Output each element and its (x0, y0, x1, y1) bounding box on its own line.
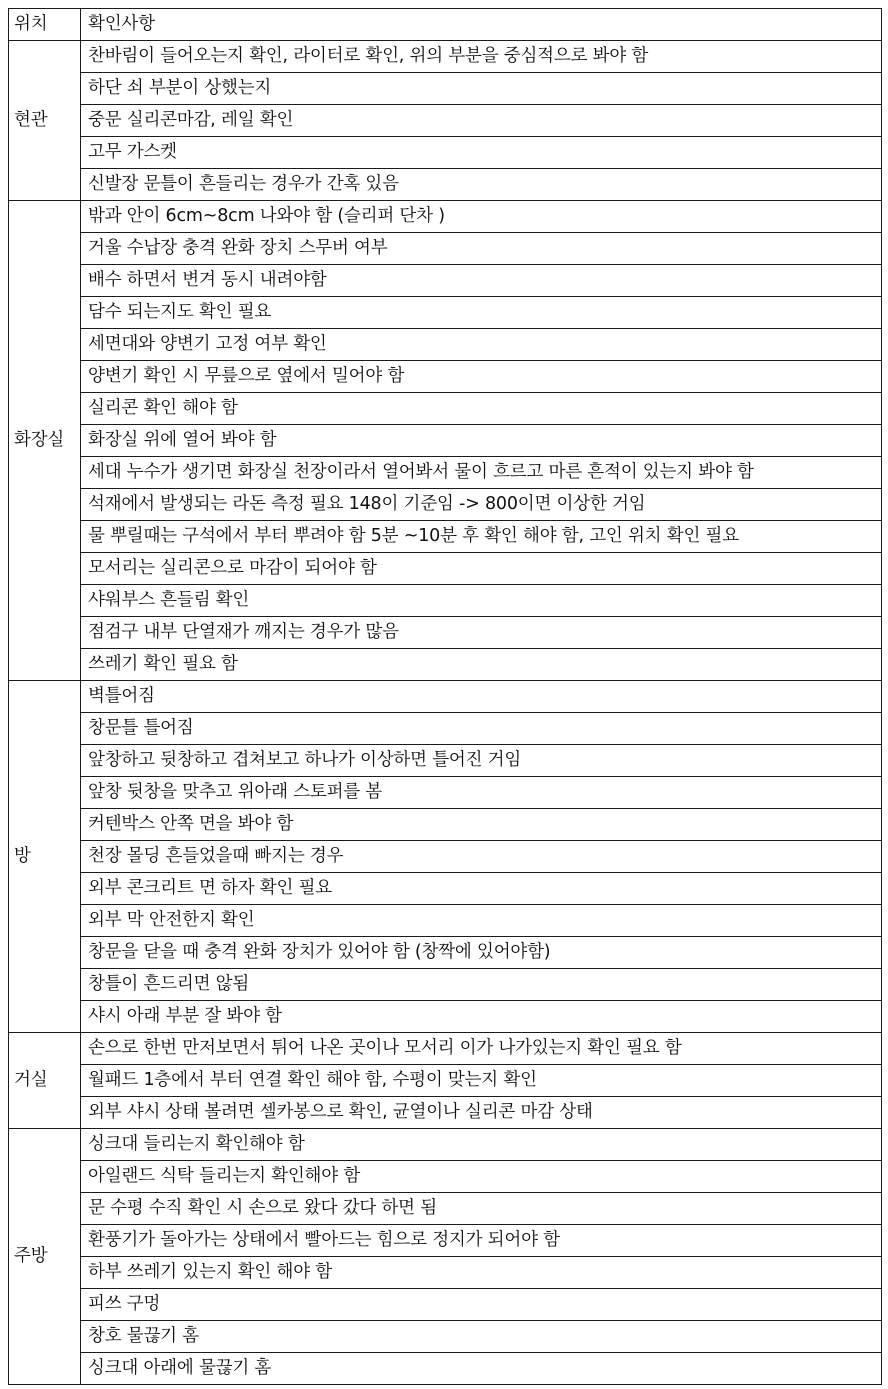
header-location: 위치 (9, 9, 81, 41)
table-row (9, 937, 882, 969)
check-item-cell: 샤시 아래 부분 잘 봐야 함 (81, 1001, 882, 1033)
check-item-cell: 창호 물끊기 홈 (81, 1321, 882, 1353)
check-item-cell: 세면대와 양변기 고정 여부 확인 (81, 329, 882, 361)
table-row (9, 1225, 882, 1257)
table-row (9, 41, 882, 73)
check-item-cell: 벽틀어짐 (81, 681, 882, 713)
table-row (9, 809, 882, 841)
check-item-cell: 문 수평 수직 확인 시 손으로 왔다 갔다 하면 됨 (81, 1193, 882, 1225)
check-item-cell: 천장 몰딩 흔들었을때 빠지는 경우 (81, 841, 882, 873)
table-row (9, 841, 882, 873)
check-item-cell: 앞창 뒷창을 맞추고 위아래 스토퍼를 봄 (81, 777, 882, 809)
check-item-cell: 배수 하면서 변겨 동시 내려야함 (81, 265, 882, 297)
check-item-cell: 외부 막 안전한지 확인 (81, 905, 882, 937)
check-item-cell: 환풍기가 돌아가는 상태에서 빨아드는 힘으로 정지가 되어야 함 (81, 1225, 882, 1257)
table-row (9, 649, 882, 681)
table-body (9, 9, 882, 1385)
header-item: 확인사항 (81, 9, 882, 41)
table-row (9, 1289, 882, 1321)
check-item-cell: 아일랜드 식탁 들리는지 확인해야 함 (81, 1161, 882, 1193)
inspection-checklist-table (8, 8, 882, 1385)
location-cell: 현관 (9, 41, 81, 201)
check-item-cell: 고무 가스켓 (81, 137, 882, 169)
table-row (9, 329, 882, 361)
table-row (9, 1065, 882, 1097)
header-row (9, 9, 882, 41)
check-item-cell: 점검구 내부 단열재가 깨지는 경우가 많음 (81, 617, 882, 649)
check-item-cell: 싱크대 들리는지 확인해야 함 (81, 1129, 882, 1161)
check-item-cell: 외부 콘크리트 면 하자 확인 필요 (81, 873, 882, 905)
check-item-cell: 실리콘 확인 해야 함 (81, 393, 882, 425)
check-item-cell: 하단 쇠 부분이 상했는지 (81, 73, 882, 105)
table-row (9, 873, 882, 905)
table-row (9, 393, 882, 425)
check-item-cell: 세대 누수가 생기면 화장실 천장이라서 열어봐서 물이 흐르고 마른 흔적이 있는지 봐야 함 (81, 457, 882, 489)
check-item-cell: 손으로 한번 만저보면서 튀어 나온 곳이나 모서리 이가 나가있는지 확인 필요 함 (81, 1033, 882, 1065)
check-item-cell: 샤워부스 흔들림 확인 (81, 585, 882, 617)
check-item-cell: 신발장 문틀이 흔들리는 경우가 간혹 있음 (81, 169, 882, 201)
check-item-cell: 창문을 닫을 때 충격 완화 장치가 있어야 함 (창짝에 있어야함) (81, 937, 882, 969)
check-item-cell: 거울 수납장 충격 완화 장치 스무버 여부 (81, 233, 882, 265)
check-item-cell: 모서리는 실리콘으로 마감이 되어야 함 (81, 553, 882, 585)
location-cell: 방 (9, 681, 81, 1033)
check-item-cell: 외부 샤시 상태 볼려면 셀카봉으로 확인, 균열이나 실리콘 마감 상태 (81, 1097, 882, 1129)
check-item-cell: 석재에서 발생되는 라돈 측정 필요 148이 기준임 -> 800이면 이상한 거임 (81, 489, 882, 521)
table-row (9, 1257, 882, 1289)
table-row (9, 681, 882, 713)
location-cell: 주방 (9, 1129, 81, 1385)
check-item-cell: 화장실 위에 열어 봐야 함 (81, 425, 882, 457)
table-row (9, 1193, 882, 1225)
table-row (9, 361, 882, 393)
table-row (9, 905, 882, 937)
location-cell: 거실 (9, 1033, 81, 1129)
check-item-cell: 쓰레기 확인 필요 함 (81, 649, 882, 681)
table-row (9, 969, 882, 1001)
table-row (9, 713, 882, 745)
table-row (9, 457, 882, 489)
table-row (9, 1321, 882, 1353)
check-item-cell: 월패드 1층에서 부터 연결 확인 해야 함, 수평이 맞는지 확인 (81, 1065, 882, 1097)
table-row (9, 777, 882, 809)
table-row (9, 1129, 882, 1161)
table-row (9, 233, 882, 265)
table-row (9, 425, 882, 457)
check-item-cell: 피쓰 구멍 (81, 1289, 882, 1321)
table-row (9, 169, 882, 201)
check-item-cell: 담수 되는지도 확인 필요 (81, 297, 882, 329)
check-item-cell: 중문 실리콘마감, 레일 확인 (81, 105, 882, 137)
check-item-cell: 양변기 확인 시 무릎으로 옆에서 밀어야 함 (81, 361, 882, 393)
table-row (9, 617, 882, 649)
table-row (9, 265, 882, 297)
check-item-cell: 찬바림이 들어오는지 확인, 라이터로 확인, 위의 부분을 중심적으로 봐야 함 (81, 41, 882, 73)
table-row (9, 1353, 882, 1385)
check-item-cell: 밖과 안이 6cm~8cm 나와야 함 (슬리퍼 단차 ) (81, 201, 882, 233)
check-item-cell: 앞창하고 뒷창하고 겹쳐보고 하나가 이상하면 틀어진 거임 (81, 745, 882, 777)
table-row (9, 521, 882, 553)
table-row (9, 585, 882, 617)
check-item-cell: 창문틀 틀어짐 (81, 713, 882, 745)
table-row (9, 553, 882, 585)
check-item-cell: 하부 쓰레기 있는지 확인 해야 함 (81, 1257, 882, 1289)
table-row (9, 489, 882, 521)
check-item-cell: 커텐박스 안쪽 면을 봐야 함 (81, 809, 882, 841)
table-row (9, 1001, 882, 1033)
table-row (9, 1161, 882, 1193)
table-row (9, 745, 882, 777)
table-row (9, 1033, 882, 1065)
check-item-cell: 싱크대 아래에 물끊기 홈 (81, 1353, 882, 1385)
table-row (9, 201, 882, 233)
table-row (9, 297, 882, 329)
location-cell: 화장실 (9, 201, 81, 681)
table-row (9, 137, 882, 169)
table-row (9, 73, 882, 105)
check-item-cell: 창틀이 흔드리면 않됨 (81, 969, 882, 1001)
table-row (9, 1097, 882, 1129)
table-row (9, 105, 882, 137)
check-item-cell: 물 뿌릴때는 구석에서 부터 뿌려야 함 5분 ~10분 후 확인 해야 함, 고인 위치 확인 필요 (81, 521, 882, 553)
